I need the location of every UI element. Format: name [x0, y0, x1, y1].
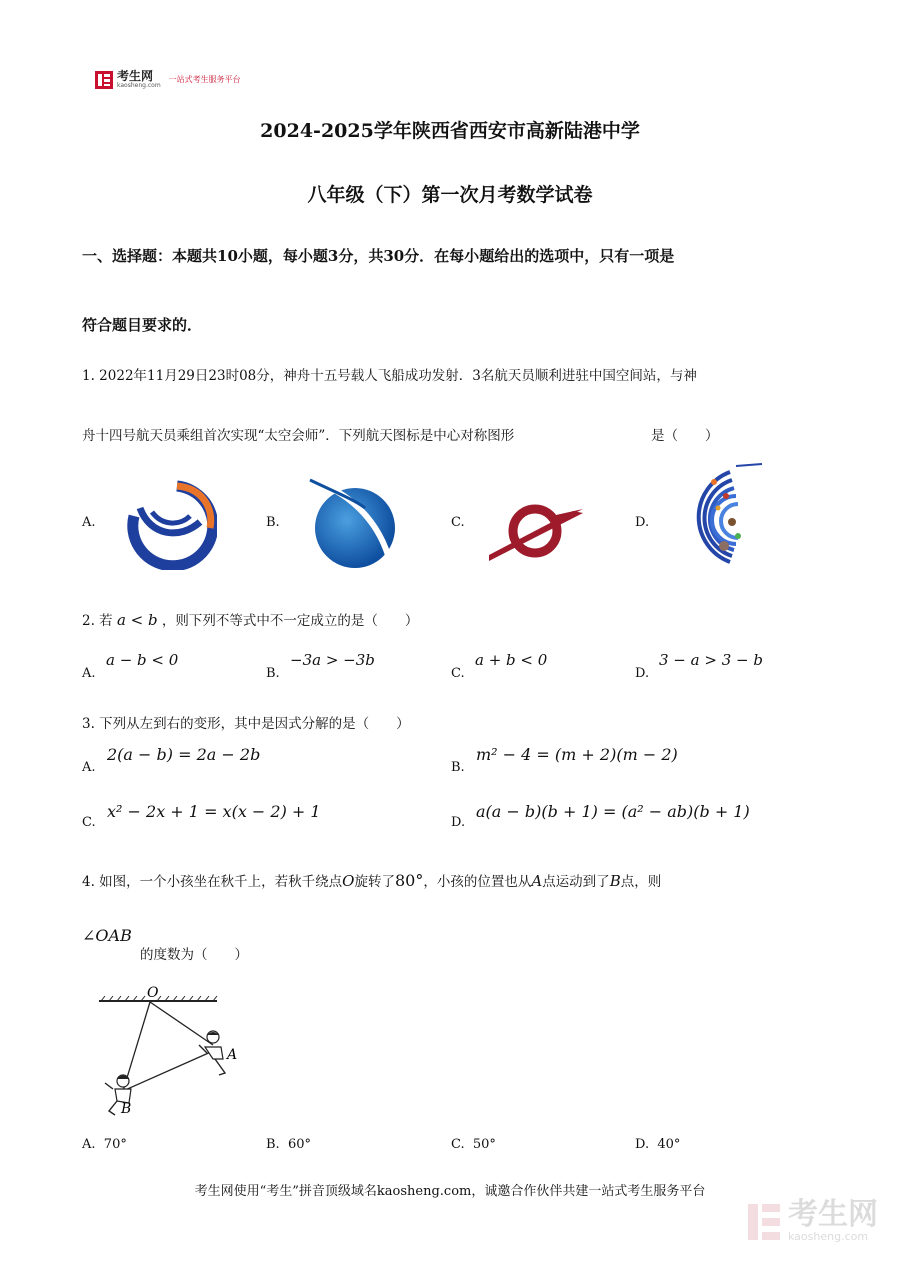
q4-option-d-value: 40° — [657, 1137, 681, 1152]
q1-option-a-label: A. — [82, 515, 96, 530]
q2-prefix: 2. 若 — [82, 613, 113, 629]
exam-title-line2: 八年级（下）第一次月考数学试卷 — [307, 184, 593, 206]
q1-option-b-emblem — [305, 478, 400, 570]
q1-option-d-emblem — [670, 462, 770, 570]
q2-option-a-label: A. — [82, 666, 96, 681]
q3-option-c-expr: x² − 2x + 1 = x(x − 2) + 1 — [107, 802, 321, 821]
q2-option-b-expr: −3a > −3b — [290, 651, 375, 669]
q1-stem-tail: 是（ ） — [651, 428, 719, 444]
q3-option-a-expr: 2(a − b) = 2a − 2b — [107, 745, 261, 764]
logo-slogan: 一站式考生服务平台 — [168, 75, 241, 84]
q4-option-c — [451, 1137, 496, 1152]
q2-option-d-expr: 3 − a > 3 − b — [659, 651, 763, 669]
exam-title-line1: 2024-2025学年陕西省西安市高新陆港中学 — [260, 120, 640, 142]
q3-option-b-label: B. — [451, 760, 465, 775]
page-footer: 考生网使用“考生”拼音顶级域名kaosheng.com，诚邀合作伙伴共建一站式考生服务平台 — [194, 1184, 706, 1199]
figure-label-o: O — [147, 985, 159, 1001]
q2-option-c-label: C. — [451, 666, 465, 681]
site-logo — [95, 70, 241, 89]
q3-option-b-expr: m² − 4 = (m + 2)(m − 2) — [476, 745, 678, 764]
q1-option-c-emblem — [487, 495, 587, 565]
q2-option-c-expr: a + b < 0 — [475, 651, 548, 669]
q4-option-a-value: 70° — [103, 1137, 127, 1152]
kaosheng-watermark-icon — [746, 1202, 782, 1242]
section-heading-line1: 一、选择题：本题共10小题，每小题3分，共30分．在每小题给出的选项中，只有一项是 — [82, 247, 675, 265]
q4-option-a-label: A. — [82, 1137, 96, 1152]
figure-label-b: B — [121, 1101, 132, 1117]
q2-condition: a < b — [116, 611, 158, 629]
q4-angle-name: ∠OAB — [82, 926, 132, 945]
q2-suffix: ，则下列不等式中不一定成立的是（ ） — [161, 613, 419, 629]
section-heading-line2: 符合题目要求的． — [82, 316, 203, 334]
q2-option-b-label: B. — [266, 666, 280, 681]
q4-option-b-value: 60° — [287, 1137, 311, 1152]
kaosheng-logo-icon — [95, 71, 113, 89]
q4-text-3: ，小孩的位置也从 — [423, 874, 532, 890]
q4-text-1: 4. 如图，一个小孩坐在秋千上，若秋千绕点 — [82, 874, 343, 890]
q3-option-d-label: D. — [451, 815, 466, 830]
q4-option-d — [635, 1137, 680, 1152]
q2-option-a-expr: a − b < 0 — [106, 651, 179, 669]
watermark — [746, 1197, 878, 1243]
q3-option-a-label: A. — [82, 760, 96, 775]
q1-option-b-label: B. — [266, 515, 280, 530]
q4-text-2: 旋转了 — [354, 874, 395, 890]
q4-text-4: 点运动到了 — [542, 874, 610, 890]
q4-text-5: 点，则 — [620, 874, 662, 890]
q4-angle: 80° — [394, 871, 424, 890]
q4-option-b — [266, 1137, 311, 1152]
q1-stem-line2: 舟十四号航天员乘组首次实现“太空会师”．下列航天图标是中心对称图形 — [82, 428, 515, 444]
q4-stem-line2: 的度数为（ ） — [140, 947, 248, 963]
logo-name: 考生网 — [117, 69, 154, 83]
watermark-url: kaosheng.com — [788, 1230, 869, 1243]
q3-option-d-expr: a(a − b)(b + 1) = (a² − ab)(b + 1) — [476, 802, 750, 821]
q1-option-c-label: C. — [451, 515, 465, 530]
q4-option-d-label: D. — [635, 1137, 650, 1152]
q4-point-b: B — [609, 872, 621, 890]
q4-option-a — [82, 1137, 127, 1152]
q4-option-c-value: 50° — [472, 1137, 496, 1152]
q1-option-d-label: D. — [635, 515, 650, 530]
q4-point-o: O — [342, 872, 355, 890]
q4-option-b-label: B. — [266, 1137, 280, 1152]
q4-stem-line1 — [82, 870, 661, 890]
q2-stem — [82, 609, 418, 629]
logo-url: kaosheng.com — [117, 82, 161, 89]
watermark-name: 考生网 — [788, 1197, 878, 1232]
figure-label-a: A — [227, 1047, 238, 1063]
q1-option-a-emblem — [122, 478, 217, 570]
q1-stem-line1: 1. 2022年11月29日23时08分，神舟十五号载人飞船成功发射．3名航天员顺利进驻中国空间站，与神 — [82, 368, 697, 384]
q4-point-a: A — [531, 872, 543, 890]
q4-swing-figure — [95, 985, 245, 1120]
q2-option-d-label: D. — [635, 666, 650, 681]
q3-stem: 3. 下列从左到右的变形，其中是因式分解的是（ ） — [82, 716, 410, 732]
q4-option-c-label: C. — [451, 1137, 465, 1152]
q3-option-c-label: C. — [82, 815, 96, 830]
